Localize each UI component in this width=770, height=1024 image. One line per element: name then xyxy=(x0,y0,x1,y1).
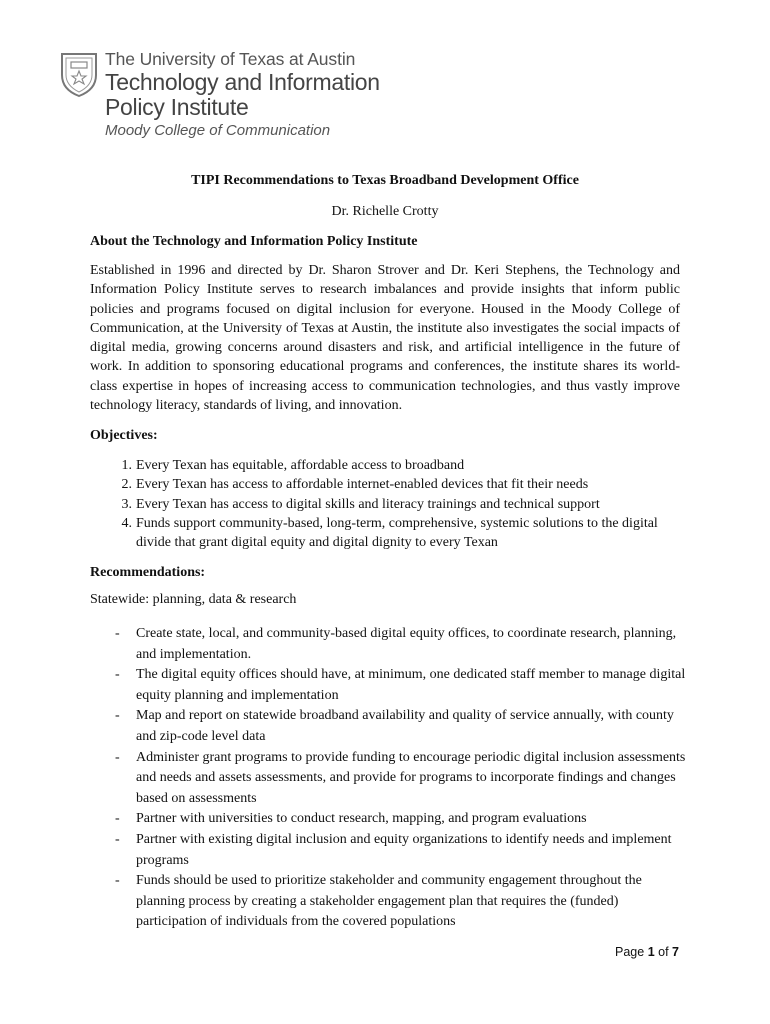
ut-seal-icon xyxy=(59,51,99,98)
list-item-text: Every Texan has equitable, affordable access to broadband xyxy=(136,458,465,473)
institute-name-line1: Technology and Information xyxy=(105,69,380,95)
list-item-text: Funds support community-based, long-term, comprehensive, systemic solutions to the digital divide that grant digital equity and digital dignity to every Texan xyxy=(136,515,658,551)
list-item xyxy=(90,665,690,706)
list-item-text: Every Texan has access to digital skills and literacy trainings and technical support xyxy=(136,496,600,512)
list-dash: - xyxy=(115,626,120,641)
list-dash: - xyxy=(115,667,120,683)
list-number: 3. xyxy=(121,496,132,512)
list-item xyxy=(90,871,690,933)
list-item xyxy=(90,809,690,830)
recommendations-list xyxy=(90,624,690,933)
list-item-text: Partner with universities to conduct research, mapping, and program evaluations xyxy=(136,811,587,827)
list-item xyxy=(90,475,690,494)
list-item xyxy=(90,456,690,475)
list-number: 4. xyxy=(121,515,132,531)
list-dash: - xyxy=(115,831,120,847)
list-item-text: Create state, local, and community-based digital equity offices, to coordinate research, planning, and implementation. xyxy=(136,626,677,662)
list-item xyxy=(90,624,690,665)
list-dash: - xyxy=(115,873,120,889)
list-item-text: Map and report on statewide broadband availability and quality of service annually, with county and zip-code level data xyxy=(136,708,674,744)
list-item-text: Every Texan has access to affordable internet-enabled devices that fit their needs xyxy=(136,477,589,493)
document-author: Dr. Richelle Crotty xyxy=(331,204,439,219)
college-name: Moody College of Communication xyxy=(105,122,331,139)
page-label: Page xyxy=(615,945,645,959)
list-item-text: Administer grant programs to provide funding to encourage periodic digital inclusion assessments and needs and assets assessments, and provide for programs to incorporate findings and changes based on assessments xyxy=(136,749,686,806)
list-item xyxy=(90,495,690,514)
list-item-text: Partner with existing digital inclusion and equity organizations to identify needs and implement programs xyxy=(136,831,672,868)
objectives-heading: Objectives: xyxy=(90,428,158,443)
list-item xyxy=(90,748,690,810)
list-dash: - xyxy=(115,749,120,765)
logo-wordmark xyxy=(105,48,380,142)
about-paragraph: Established in 1996 and directed by Dr. Sharon Strover and Dr. Keri Stephens, the Technology and Information Policy Institute serves to research imbalances and provide insights that inform public policies and programs focused on digital inclusion for everyone. Housed in the Moody College of Communication, at the University of Texas at Austin, the institute also investigates the social impacts of digital media, growing concerns around disasters and risk, and artificial intelligence in the future of work. In addition to sponsoring educational programs and conferences, the institute shares its world-class expertise in hopes of increasing access to communication technologies, and thus vastly improve technology literacy, standards of living, and innovation. xyxy=(90,263,680,414)
list-item-text: Funds should be used to prioritize stakeholder and community engagement throughout the planning process by creating a stakeholder engagement plan that requires the (funded) participation of individuals from the covered populations xyxy=(136,873,642,930)
current-page: 1 xyxy=(647,945,655,959)
list-dash: - xyxy=(115,811,120,827)
page-number xyxy=(615,944,679,960)
of-label: of xyxy=(658,945,669,959)
about-heading: About the Technology and Information Policy Institute xyxy=(90,234,418,249)
recommendations-subheading: Statewide: planning, data & research xyxy=(90,592,297,607)
list-item xyxy=(90,514,690,553)
list-item-text: The digital equity offices should have, at minimum, one dedicated staff member to manage digital equity planning and implementation xyxy=(136,667,686,703)
list-dash: - xyxy=(115,708,120,724)
institute-name-line2: Policy Institute xyxy=(105,94,249,120)
objectives-list xyxy=(90,456,690,552)
document-title: TIPI Recommendations to Texas Broadband Development Office xyxy=(191,173,579,188)
list-number: 1. xyxy=(121,458,132,473)
list-number: 2. xyxy=(121,477,132,493)
institute-logo xyxy=(57,48,437,144)
university-name: The University of Texas at Austin xyxy=(105,49,356,69)
recommendations-heading: Recommendations: xyxy=(90,565,206,580)
list-item xyxy=(90,706,690,747)
total-pages: 7 xyxy=(672,945,679,959)
list-item xyxy=(90,830,690,871)
